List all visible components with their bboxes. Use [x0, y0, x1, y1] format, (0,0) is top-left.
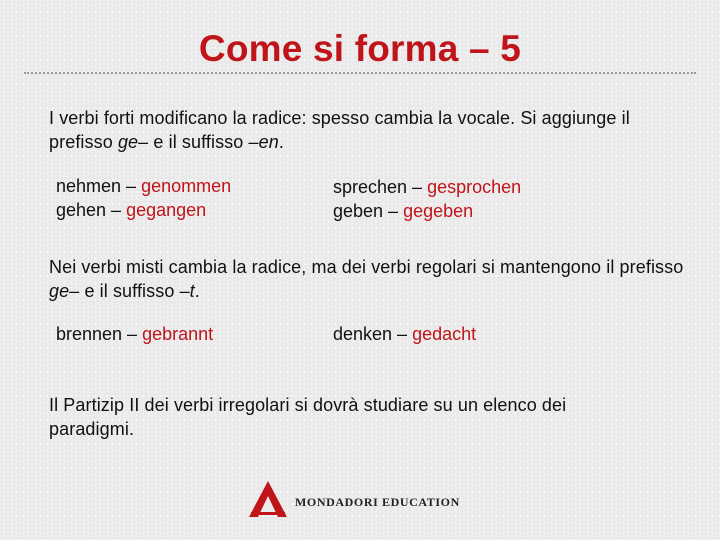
para2-text-1: Nei verbi misti cambia la radice, ma dei verbi regolari si mantengono il prefisso	[49, 257, 684, 277]
para1-text-3: .	[278, 132, 284, 152]
example-base: brennen –	[56, 324, 143, 344]
example-participle: gebrannt	[142, 324, 214, 344]
title-divider	[24, 72, 696, 74]
paragraph-strong-verbs	[49, 106, 689, 154]
example-base: geben –	[333, 201, 404, 221]
example-participle: gegeben	[403, 201, 474, 221]
example-participle: gesprochen	[427, 177, 522, 197]
example-item	[56, 174, 231, 198]
example-participle: genommen	[141, 176, 232, 196]
paragraph-mixed-verbs	[49, 255, 689, 303]
example-base: denken –	[333, 324, 413, 344]
example-participle: gedacht	[412, 324, 477, 344]
example-mixed-left	[56, 322, 213, 346]
example-participle: gegangen	[126, 200, 207, 220]
slide-title: Come si forma – 5	[198, 28, 522, 69]
example-base: sprechen –	[333, 177, 428, 197]
mondadori-logo-icon	[247, 479, 289, 519]
para1-text-1: I verbi forti modificano la radice: spesso cambia la vocale. Si aggiunge il prefisso	[49, 108, 630, 152]
example-item	[333, 175, 521, 199]
example-base: nehmen –	[56, 176, 142, 196]
para1-prefix: ge–	[117, 132, 149, 152]
paragraph-partizip: Il Partizip II dei verbi irregolari si dovrà studiare su un elenco dei paradigmi.	[49, 395, 567, 439]
example-mixed-right	[333, 322, 476, 346]
para2-suffix: –t	[179, 281, 195, 301]
example-item	[333, 199, 521, 223]
logo-text: MONDADORI EDUCATION	[295, 494, 460, 509]
para2-prefix: ge–	[49, 281, 80, 301]
para2-text-2: e il suffisso	[79, 281, 180, 301]
example-base: gehen –	[56, 200, 127, 220]
para1-text-2: e il suffisso	[148, 132, 249, 152]
example-item	[56, 198, 231, 222]
publisher-logo	[247, 479, 460, 519]
examples-strong-left	[56, 174, 231, 222]
examples-strong-right	[333, 175, 521, 223]
para2-text-3: .	[194, 281, 200, 301]
para1-suffix: –en	[248, 132, 279, 152]
